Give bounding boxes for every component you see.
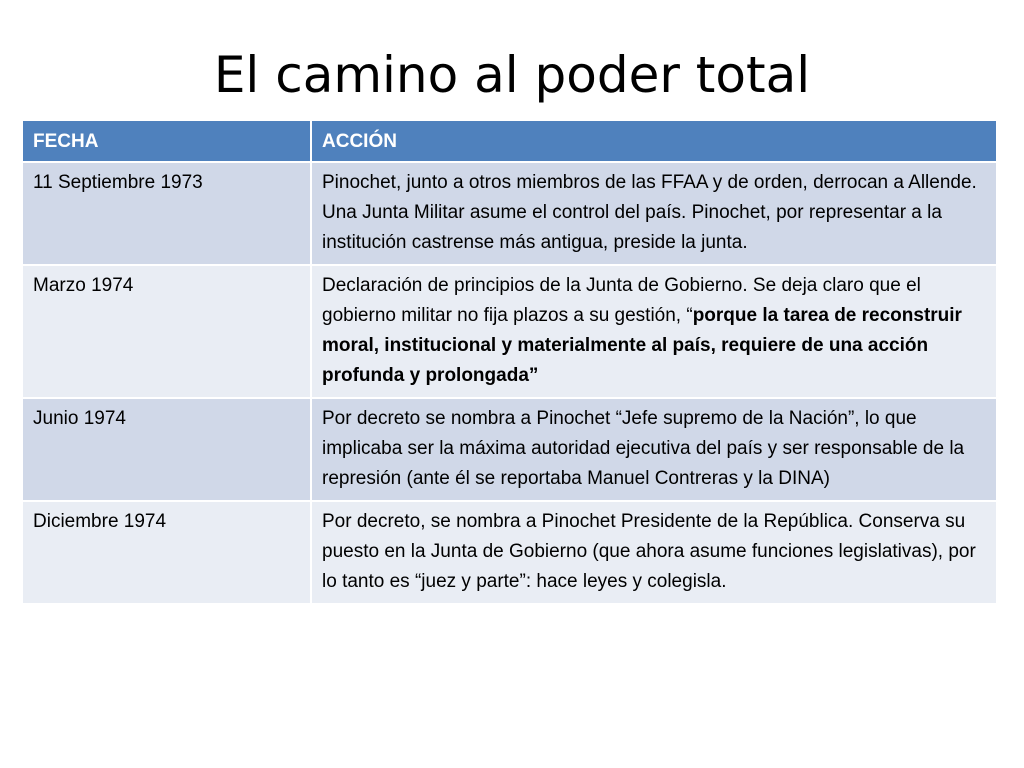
table-row	[22, 162, 997, 265]
table-header-row	[22, 120, 997, 162]
fecha-cell: Marzo 1974	[22, 265, 311, 398]
timeline-table	[21, 119, 998, 605]
fecha-cell: 11 Septiembre 1973	[22, 162, 311, 265]
accion-cell: Por decreto, se nombra a Pinochet Presidente de la República. Conserva su puesto en la Junta de Gobierno (que ahora asume funciones legislativas), por lo tanto es “juez y parte”: hace leyes y colegisla.	[311, 501, 997, 604]
header-fecha: FECHA	[22, 120, 311, 162]
table-row	[22, 398, 997, 501]
fecha-cell: Diciembre 1974	[22, 501, 311, 604]
header-accion: ACCIÓN	[311, 120, 997, 162]
slide-title: El camino al poder total	[213, 46, 811, 104]
table-row	[22, 501, 997, 604]
accion-cell	[311, 265, 997, 398]
table-row	[22, 265, 997, 398]
accion-text: Declaración de principios de la Junta de Gobierno. Se deja claro que el gobierno militar no fija plazos a su gestión, “	[322, 275, 921, 326]
accion-quote-bold: porque la tarea de reconstruir moral, institucional y materialmente al país, requiere de una acción profunda y prolongada”	[322, 305, 962, 386]
fecha-cell: Junio 1974	[22, 398, 311, 501]
accion-cell: Por decreto se nombra a Pinochet “Jefe supremo de la Nación”, lo que implicaba ser la máxima autoridad ejecutiva del país y ser responsable de la represión (ante él se reportaba Manuel Contreras y la DINA)	[311, 398, 997, 501]
accion-cell: Pinochet, junto a otros miembros de las FFAA y de orden, derrocan a Allende. Una Junta Militar asume el control del país. Pinochet, por representar a la institución castrense más antigua, preside la junta.	[311, 162, 997, 265]
